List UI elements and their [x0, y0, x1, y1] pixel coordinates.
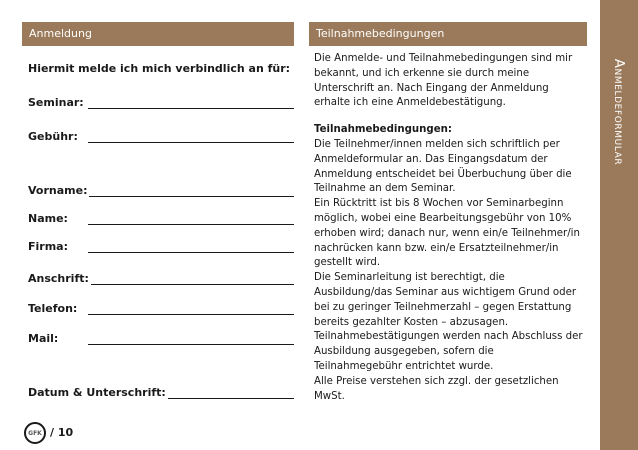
- last-name-field[interactable]: [28, 212, 294, 225]
- address-line[interactable]: [91, 274, 294, 285]
- signature-field[interactable]: [28, 386, 294, 399]
- first-name-line[interactable]: [89, 186, 294, 197]
- signature-label: Datum & Unterschrift:: [28, 386, 166, 399]
- mail-field[interactable]: [28, 332, 294, 345]
- gfk-logo: [24, 422, 46, 444]
- seminar-field[interactable]: [28, 96, 294, 109]
- first-name-field[interactable]: [28, 184, 294, 197]
- address-label: Anschrift:: [28, 272, 89, 285]
- conditions-header: Teilnahmebedingungen: [309, 22, 587, 46]
- registration-intro: Hiermit melde ich mich verbindlich an für:: [28, 62, 291, 75]
- registration-form: [22, 22, 294, 422]
- seminar-label: Seminar:: [28, 96, 84, 109]
- first-name-label: Vorname:: [28, 184, 88, 197]
- conditions-column: [309, 22, 587, 404]
- address-field[interactable]: [28, 272, 294, 285]
- conditions-subheading: Teilnahmebedingungen:: [314, 124, 452, 136]
- last-name-line[interactable]: [88, 214, 294, 225]
- conditions-paragraph: Die Teilnehmer/innen melden sich schriftlich per Anmeldeformular an. Das Eingangsdatum der Anmeldung entscheidet bei Überbuchung über die Teilnahme an dem Seminar.: [314, 138, 572, 195]
- conditions-body: [309, 52, 587, 404]
- last-name-label: Name:: [28, 212, 68, 225]
- conditions-paragraph: Alle Preise verstehen sich zzgl. der gesetzlichen MwSt.: [314, 375, 559, 402]
- mail-label: Mail:: [28, 332, 59, 345]
- company-field[interactable]: [28, 240, 294, 253]
- sidebar-tab: [600, 0, 638, 450]
- conditions-intro: Die Anmelde- und Teilnahmebedingungen sind mir bekannt, und ich erkenne sie durch meine Unterschrift an. Nach Eingang der Anmeldung erhalte ich eine Anmeldebestätigung.: [314, 53, 573, 109]
- page-number: / 10: [50, 426, 74, 439]
- sidebar-title: Anmeldeformular: [611, 58, 627, 166]
- phone-field[interactable]: [28, 302, 294, 315]
- conditions-paragraph: Teilnahmebestätigungen werden nach Abschluss der Ausbildung ausgegeben, sofern die Teilnahmegebühr entrichtet wurde.: [314, 331, 583, 372]
- seminar-line[interactable]: [88, 98, 294, 109]
- company-label: Firma:: [28, 240, 68, 253]
- phone-label: Telefon:: [28, 302, 78, 315]
- phone-line[interactable]: [88, 304, 294, 315]
- conditions-paragraph: Ein Rücktritt ist bis 8 Wochen vor Seminarbeginn möglich, wobei eine Bearbeitungsgebühr von 10% erhoben wird; danach nur, wenn ein/e Teilnehmer/in nachrücken kann bzw. ein/e Ersatzteilnehmer/in gestellt wird.: [314, 198, 580, 269]
- fee-label: Gebühr:: [28, 130, 78, 143]
- fee-line[interactable]: [88, 132, 294, 143]
- conditions-paragraph: Die Seminarleitung ist berechtigt, die Ausbildung/das Seminar aus wichtigem Grund oder bei zu geringer Teilnehmerzahl – gegen Erstattung bereits gezahlter Kosten – abzusagen.: [314, 272, 577, 328]
- logo-text: GFK: [28, 429, 42, 437]
- company-line[interactable]: [88, 242, 294, 253]
- signature-line[interactable]: [168, 388, 294, 399]
- mail-line[interactable]: [88, 334, 294, 345]
- registration-header: Anmeldung: [22, 22, 294, 46]
- fee-field[interactable]: [28, 130, 294, 143]
